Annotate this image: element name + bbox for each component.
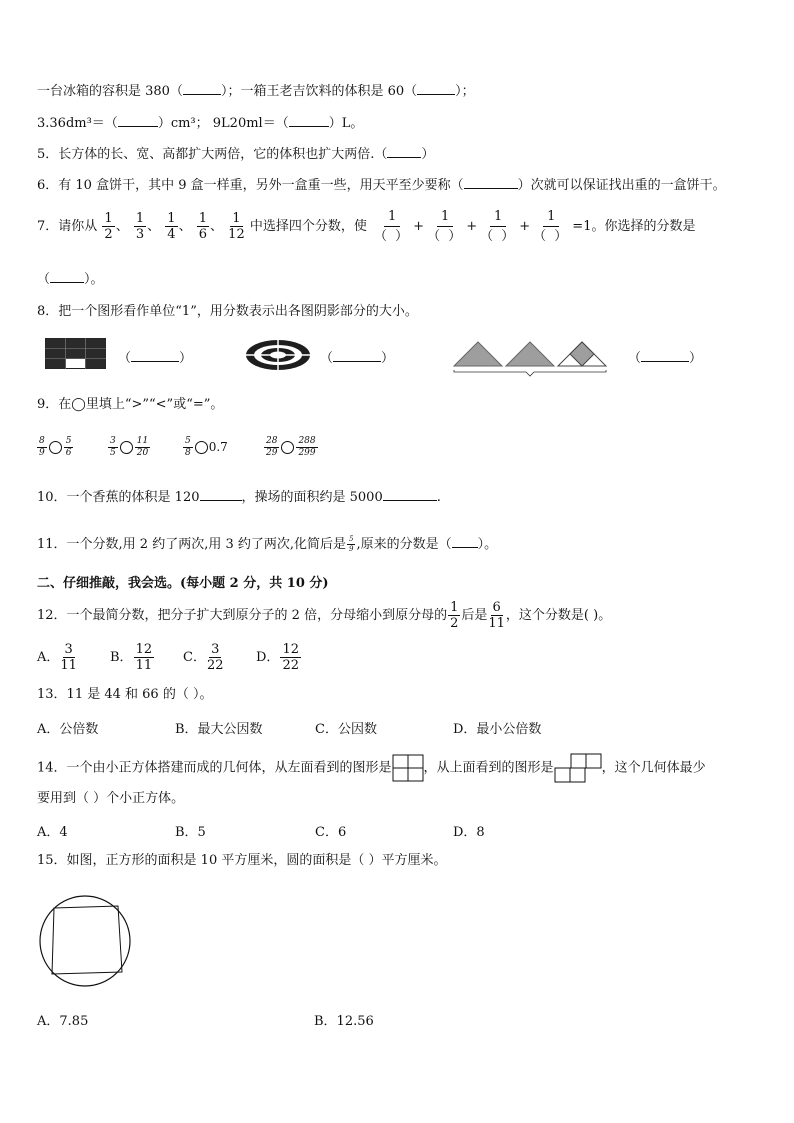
answer-blank[interactable] — [289, 114, 329, 127]
close-paren: ） — [689, 351, 703, 366]
compare-circle[interactable] — [195, 441, 208, 454]
question-fridge-volume — [37, 82, 475, 101]
question-7-line2 — [37, 270, 104, 289]
fraction: $\frac{1}{4}$ — [167, 211, 176, 242]
compare-circle[interactable] — [49, 441, 62, 454]
question-14-line2 — [37, 790, 184, 808]
question-7-prefix: 7．请你从 — [37, 219, 98, 234]
answer-3 — [628, 347, 702, 366]
fraction: $\frac{1}{2}$ — [450, 600, 459, 631]
question-8-text: 8．把一个图形看作单位“1”，用分数表示出各图阴影部分的大小。 — [37, 304, 418, 319]
answer-blank[interactable] — [50, 270, 84, 283]
q-fridge-part-b: ）；一箱王老吉饮料的体积是 60（ — [220, 84, 418, 99]
option-a[interactable]: A．4 — [37, 825, 68, 840]
question-12 — [37, 601, 611, 630]
question-14 — [37, 753, 706, 783]
blank-fraction[interactable]: 1 （ ） — [533, 209, 570, 244]
question-12-a: 12．一个最简分数，把分子扩大到原分子的 2 倍，分母缩小到原分母的 — [37, 608, 448, 623]
separator: 、 — [210, 219, 224, 234]
question-6 — [37, 176, 726, 195]
question-7 — [37, 210, 695, 243]
separator: 、 — [178, 219, 192, 234]
question-10 — [37, 488, 441, 507]
option-d[interactable]: D． $\frac{12}{22}$ — [256, 642, 299, 673]
question-7-mid: 中选择四个分数，使 — [249, 219, 367, 234]
shaded-target-figure — [244, 338, 312, 372]
q-convert-part-b: ）cm³； 9L20ml＝（ — [157, 116, 289, 131]
blank-fraction[interactable]: 1 （ ） — [427, 209, 464, 244]
compare-circle[interactable] — [281, 441, 294, 454]
fraction: $\frac{1}{2}$ — [104, 211, 113, 242]
answer-blank[interactable] — [452, 535, 478, 548]
option-c[interactable]: C． $\frac{3}{22}$ — [183, 642, 224, 673]
decimal-value: 0.7 — [208, 440, 228, 454]
answer-blank[interactable] — [200, 488, 242, 501]
question-15 — [37, 852, 446, 870]
compare-item-4: $\frac{28}{29}$ $\frac{288}{299}$ — [266, 436, 316, 458]
question-10-c: . — [436, 490, 441, 505]
answer-blank[interactable] — [464, 176, 518, 189]
shaded-triangles-figure — [452, 338, 610, 378]
q-convert-part-a: 3.36dm³＝（ — [37, 116, 118, 131]
shaded-grid-figure — [45, 338, 107, 370]
question-14-b: ，从上面看到的图形是 — [423, 760, 554, 776]
answer-blank[interactable] — [333, 349, 381, 362]
question-8 — [37, 303, 418, 321]
question-7-suffix: 。你选择的分数是 — [591, 219, 696, 234]
question-14-c: ，这个几何体最少 — [601, 760, 706, 776]
question-13 — [37, 686, 212, 704]
question-5 — [37, 145, 434, 164]
option-a[interactable]: A．7.85 — [37, 1014, 89, 1029]
circle-square-figure — [38, 894, 132, 988]
option-b[interactable]: B．最大公因数 — [175, 722, 263, 737]
q7-open-paren: （ — [37, 272, 51, 287]
q-fridge-part-a: 一台冰箱的容积是 380（ — [37, 84, 183, 99]
blank-fraction[interactable]: 1 （ ） — [480, 209, 517, 244]
question-13-text: 13．11 是 44 和 66 的（ ）。 — [37, 687, 213, 702]
answer-blank[interactable] — [417, 82, 455, 95]
fraction: $\frac{6}{11}$ — [488, 600, 505, 631]
answer-blank[interactable] — [183, 82, 221, 95]
question-14-line2-text: 要用到（ ）个小正方体。 — [37, 791, 185, 806]
answer-blank[interactable] — [118, 114, 158, 127]
q7-close-paren: ）。 — [84, 272, 104, 287]
answer-blank[interactable] — [383, 488, 437, 501]
option-c[interactable]: C．公因数 — [315, 722, 377, 737]
compare-circle[interactable] — [120, 441, 133, 454]
question-10-a: 10．一个香蕉的体积是 120 — [37, 490, 200, 505]
compare-item-3: $\frac{5}{8}$ 0.7 — [185, 436, 228, 458]
answer-blank[interactable] — [131, 349, 179, 362]
question-10-b: ，操场的面积约是 5000 — [241, 490, 383, 505]
separator: 、 — [115, 219, 129, 234]
option-d[interactable]: D．8 — [453, 825, 485, 840]
answer-blank[interactable] — [641, 349, 689, 362]
plus-sign: + — [413, 219, 425, 234]
question-11-b: ,原来的分数是（ — [356, 537, 452, 552]
fraction: $\frac{1}{3}$ — [135, 211, 145, 242]
question-11-c: ）。 — [477, 537, 498, 552]
option-c[interactable]: C．6 — [315, 825, 347, 840]
open-paren: （ — [320, 351, 334, 366]
close-paren: ） — [381, 351, 395, 366]
question-14-a: 14．一个由小正方体搭建而成的几何体，从左面看到的图形是 — [37, 760, 392, 776]
blank-fraction[interactable]: 1 （ ） — [374, 209, 411, 244]
plus-sign: + — [466, 219, 478, 234]
question-15-text: 15．如图，正方形的面积是 10 平方厘米，圆的面积是（ ）平方厘米。 — [37, 853, 447, 868]
section-heading — [37, 575, 329, 593]
q-fridge-part-c: ）； — [455, 84, 475, 99]
question-9 — [37, 396, 223, 414]
answer-2 — [320, 347, 394, 366]
option-b[interactable]: B．5 — [175, 825, 206, 840]
close-paren: ） — [179, 351, 193, 366]
separator: 、 — [147, 219, 161, 234]
q-convert-part-c: ）L。 — [328, 116, 364, 131]
fraction: $\frac{1}{6}$ — [198, 211, 208, 242]
option-b[interactable]: B．12.56 — [314, 1014, 374, 1029]
option-a[interactable]: A．公倍数 — [37, 722, 99, 737]
question-12-b: 后是 — [461, 608, 488, 623]
open-paren: （ — [628, 351, 642, 366]
question-11 — [37, 535, 497, 554]
question-6-end: ）次就可以保证找出重的一盒饼干。 — [517, 178, 726, 193]
option-b[interactable]: B． $\frac{12}{11}$ — [110, 642, 153, 673]
left-view-figure — [392, 754, 424, 782]
question-5-end: ） — [421, 147, 435, 162]
question-12-c: ，这个分数是( )。 — [505, 608, 612, 623]
question-unit-conversion — [37, 114, 363, 133]
fraction: $\frac{1}{12}$ — [228, 211, 245, 242]
option-a[interactable]: A． $\frac{3}{11}$ — [37, 642, 77, 673]
equals-one: =1 — [572, 219, 592, 234]
question-6-text: 6．有 10 盒饼干，其中 9 盒一样重，另外一盒重一些，用天平至少要称（ — [37, 178, 464, 193]
section-2-heading: 二、仔细推敲，我会选。(每小题 2 分，共 10 分) — [37, 576, 329, 591]
option-d[interactable]: D．最小公倍数 — [453, 722, 542, 737]
answer-1 — [118, 347, 192, 366]
question-11-a: 11．一个分数,用 2 约了两次,用 3 约了两次,化简后是 — [37, 537, 347, 552]
compare-item-2: $\frac{3}{5}$ $\frac{11}{20}$ — [110, 436, 149, 458]
fraction: $\frac{5}{9}$ — [349, 535, 354, 553]
plus-sign: + — [519, 219, 531, 234]
question-5-text: 5．长方体的长、宽、高都扩大两倍，它的体积也扩大两倍.（ — [37, 147, 388, 162]
answer-blank[interactable] — [387, 145, 421, 158]
question-9-text: 9．在◯里填上“>”“<”或“=”。 — [37, 397, 224, 412]
open-paren: （ — [118, 351, 132, 366]
compare-item-1: $\frac{8}{9}$ $\frac{5}{6}$ — [39, 436, 72, 458]
top-view-figure — [554, 753, 602, 783]
